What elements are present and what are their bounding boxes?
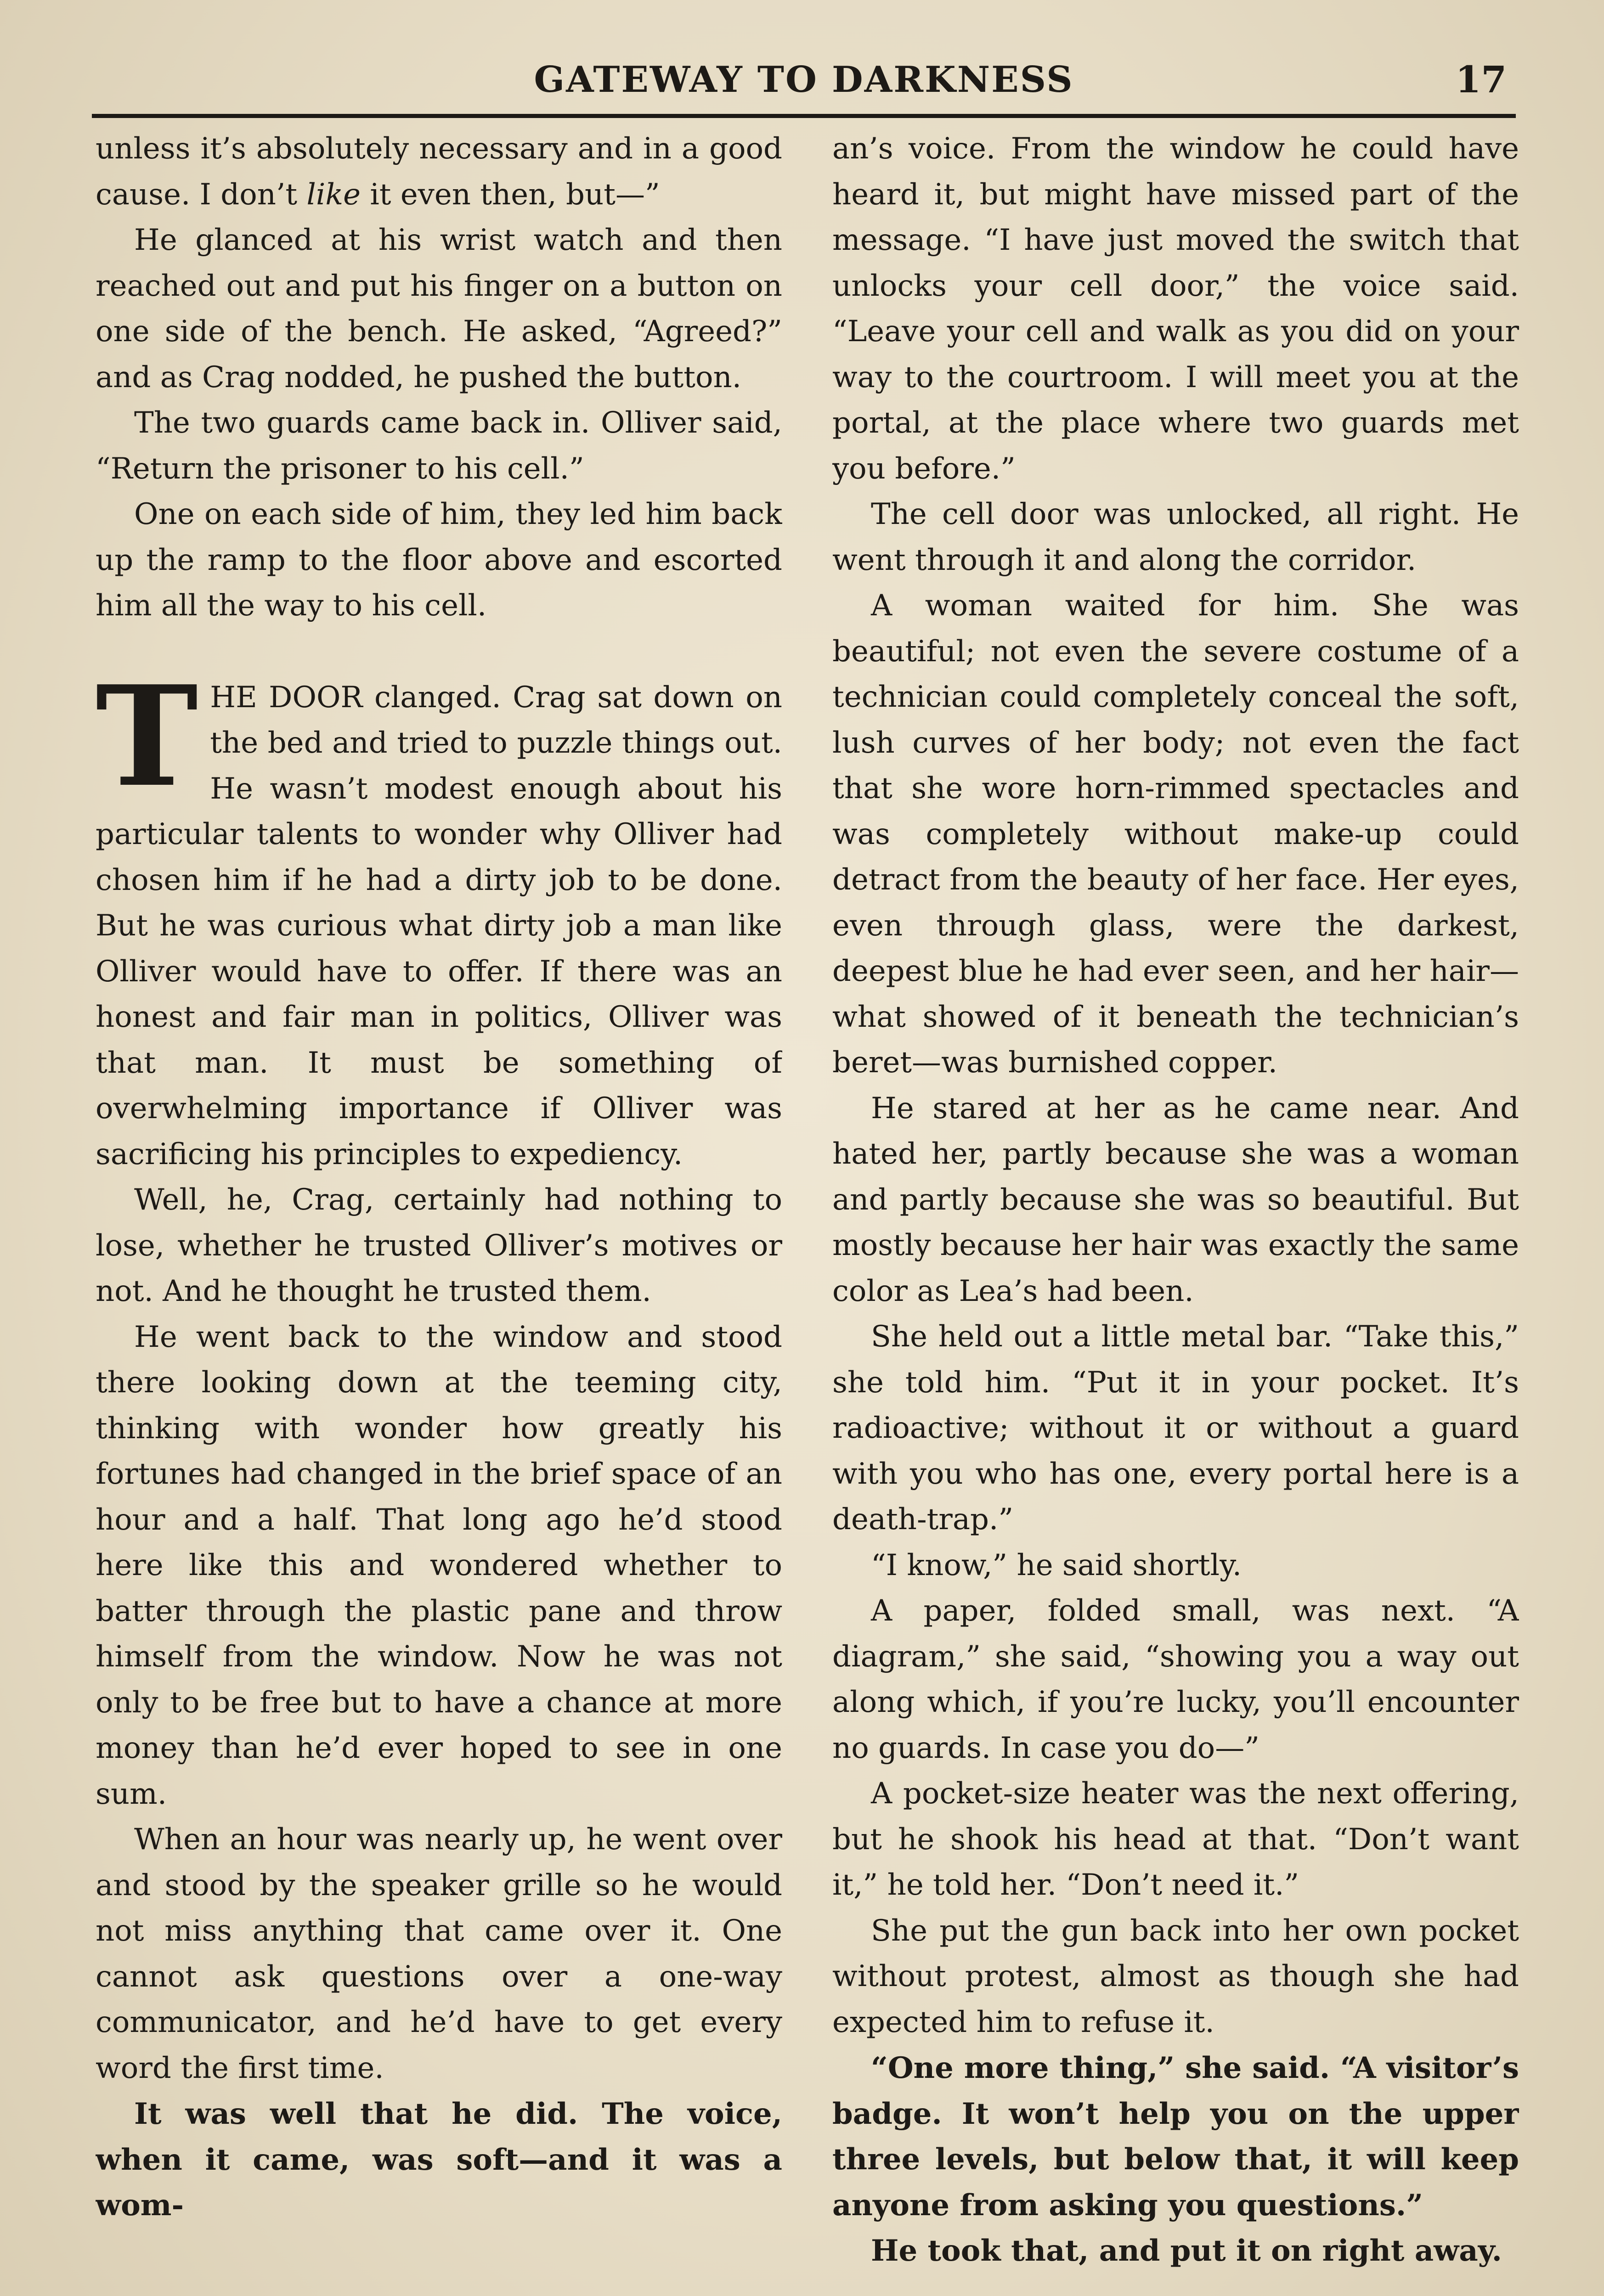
paragraph: He took that, and put it on right away. (871, 2234, 1502, 2268)
paragraph: She held out a little metal bar. “Take this,” she told him. “Put it in your pocket. It’s radioactive; without it or without a guard with you who has one, every portal here is a death-trap.” (832, 1320, 1519, 1536)
page-header (92, 54, 1516, 118)
paragraph: She put the gun back into her own pocket without protest, almost as though she had expected him to refuse it. (832, 1913, 1519, 2039)
paragraph: “I know,” he said shortly. (871, 1548, 1242, 1582)
right-column (832, 126, 1519, 2296)
paragraph: One on each side of him, they led him back up the ramp to the floor above and escorted him all the way to his cell. (96, 497, 782, 623)
paragraph: A paper, folded small, was next. “A diagram,” she said, “showing you a way out along which, if you’re lucky, you’ll encounter no guards. In case you do—” (832, 1594, 1519, 1765)
paragraph: A pocket-size heater was the next offering, but he shook his head at that. “Don’t want it,” he told her. “Don’t need it.” (832, 1777, 1519, 1902)
emphasis: like (306, 177, 361, 212)
paragraph: The cell door was unlocked, all right. He went through it and along the corridor. (832, 497, 1519, 577)
paragraph: A woman waited for him. She was beautiful; not even the severe costume of a technician could completely conceal the soft, lush curves of her body; not even the fact that she wore horn-rimmed spectacles and was completely without make-up could detract from the beauty of her face. Her eyes, even through glass, were the darkest, deepest blue he had ever seen, and her hair—what showed of it beneath the technician’s beret—was burnished copper. (832, 589, 1519, 1080)
paragraph: He stared at her as he came near. And hated her, partly because she was a woman and partly because she was so beautiful. But mostly because her hair was exactly the same color as Lea’s had been. (832, 1091, 1519, 1308)
running-title: GATEWAY TO DARKNESS (534, 59, 1074, 101)
drop-cap: T (96, 655, 198, 817)
paragraph: It was well that he did. The voice, when it came, was soft—and it was a wom- (96, 2097, 782, 2223)
paragraph: unless it’s absolutely necessary and in a good cause. I don’t like it even then, but—” (96, 132, 782, 212)
paragraph: He glanced at his wrist watch and then reached out and put his finger on a button on one side of the bench. He asked, “Agreed?” and as Crag nodded, he pushed the button. (96, 223, 782, 394)
page-number: 17 (1455, 58, 1507, 101)
paragraph: an’s voice. From the window he could have heard it, but might have missed part of the message. “I have just moved the switch that unlocks your cell door,” the voice said. “Leave your cell and walk as you did on your way to the courtroom. I will meet you at the portal, at the place where two guards met you before.” (832, 132, 1519, 486)
section-opening-paragraph: THE DOOR clanged. Crag sat down on the bed and tried to puzzle things out. He wasn’t modest enough about his particular talents to wonder why Olliver had chosen him if he had a dirty job to be done. But he was curious what dirty job a man like Olliver would have to offer. If there was an honest and fair man in politics, Olliver was that man. It must be something of overwhelming importance if Olliver was sacrificing his principles to expediency. (96, 655, 782, 1171)
paragraph: The two guards came back in. Olliver said, “Return the prisoner to his cell.” (96, 406, 782, 486)
paragraph: Well, he, Crag, certainly had nothing to lose, whether he trusted Olliver’s motives or not. And he thought he trusted them. (96, 1183, 782, 1308)
paragraph: He went back to the window and stood there looking down at the teeming city, thinking with wonder how greatly his fortunes had changed in the brief space of an hour and a half. That long ago he’d stood here like this and wondered whether to batter through the plastic pane and throw himself from the window. Now he was not only to be free but to have a chance at more money than he’d ever hoped to see in one sum. (96, 1320, 782, 1811)
paragraph: “One more thing,” she said. “A visitor’s badge. It won’t help you on the upper three levels, but below that, it will keep anyone from asking you questions.” (832, 2051, 1519, 2223)
paragraph: When an hour was nearly up, he went over and stood by the speaker grille so he would not miss anything that came over it. One cannot ask questions over a one-way communicator, and he’d have to get every word the first time. (96, 1823, 782, 2085)
left-column (96, 126, 782, 2296)
